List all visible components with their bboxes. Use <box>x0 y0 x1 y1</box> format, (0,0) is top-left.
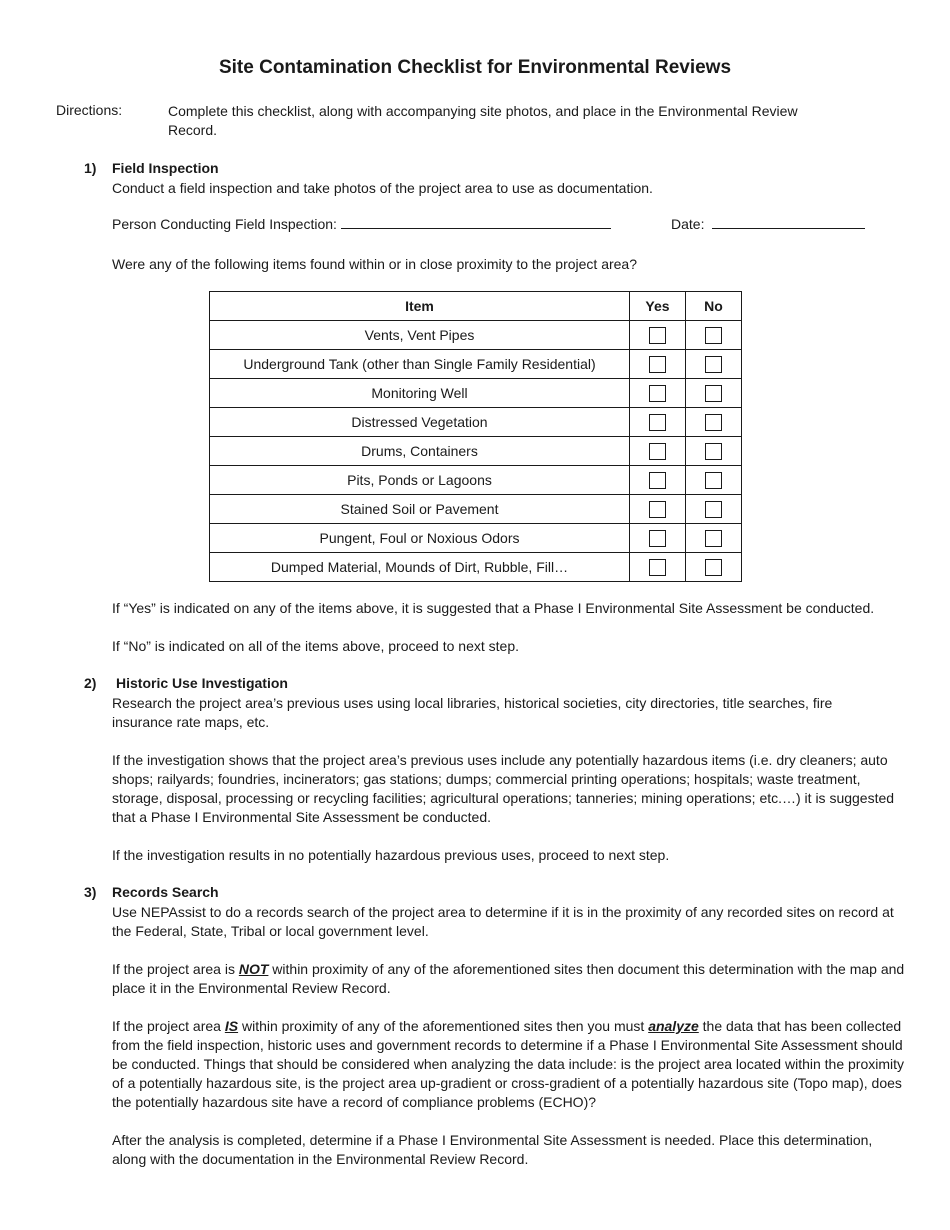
checkbox-no[interactable] <box>705 501 722 518</box>
checklist-yes-cell <box>630 437 686 466</box>
checklist-no-cell <box>686 321 742 350</box>
checklist-row <box>210 553 742 582</box>
checklist-item-label: Distressed Vegetation <box>210 408 630 437</box>
date-label: Date: <box>671 216 705 232</box>
section-2-para-1: Research the project area’s previous uses using local libraries, historical societies, city directories, title searches, fire insurance rate maps, etc. <box>112 695 833 730</box>
checklist-item-label: Dumped Material, Mounds of Dirt, Rubble, Fill… <box>210 553 630 582</box>
analyze-emphasis: analyze <box>648 1018 699 1034</box>
checklist-item-label: Stained Soil or Pavement <box>210 495 630 524</box>
checkbox-no[interactable] <box>705 414 722 431</box>
checkbox-yes[interactable] <box>649 472 666 489</box>
checklist-no-cell <box>686 553 742 582</box>
if-no-text: If “No” is indicated on all of the items above, proceed to next step. <box>112 638 519 654</box>
checkbox-no[interactable] <box>705 385 722 402</box>
checklist-row <box>210 379 742 408</box>
checkbox-yes[interactable] <box>649 443 666 460</box>
section-3-title: Records Search <box>112 884 219 900</box>
section-2-para-2: If the investigation shows that the project area’s previous uses include any potentially hazardous items (i.e. dry cleaners; auto shops; railyards; foundries, incinerators; gas stations; dumps; commercial printing operations; hospitals; waste treatment, storage, disposal, processing or recycling facilities; agricultural operations; tanneries; mining operations; etc.…) it is suggested that a Phase I Environmental Site Assessment be conducted. <box>112 752 895 825</box>
page-title: Site Contamination Checklist for Environmental Reviews <box>218 57 732 78</box>
checklist-no-cell <box>686 408 742 437</box>
section-1-title: Field Inspection <box>112 160 219 176</box>
checklist-item-label: Drums, Containers <box>210 437 630 466</box>
checkbox-yes[interactable] <box>649 414 666 431</box>
section-1-intro: Conduct a field inspection and take photos of the project area to use as documentation. <box>112 180 653 196</box>
checkbox-yes[interactable] <box>649 530 666 547</box>
checklist-row <box>210 408 742 437</box>
checklist-row <box>210 524 742 553</box>
section-3-para-2: If the project area is NOT within proximity of any of the aforementioned sites then document this determination with the map and place it in the Environmental Review Record. <box>112 961 905 996</box>
section-1-question: Were any of the following items found within or in close proximity to the project area? <box>112 256 637 272</box>
date-field[interactable] <box>671 216 865 232</box>
checklist-no-cell <box>686 379 742 408</box>
checklist-row <box>210 495 742 524</box>
checklist-no-cell <box>686 524 742 553</box>
checklist-yes-cell <box>630 495 686 524</box>
checkbox-no[interactable] <box>705 472 722 489</box>
date-blank-line[interactable] <box>712 216 865 229</box>
inspector-field[interactable] <box>112 216 611 232</box>
not-emphasis: NOT <box>238 961 269 977</box>
checklist-row <box>210 466 742 495</box>
section-3-para-4: After the analysis is completed, determine if a Phase I Environmental Site Assessment is needed. Place this determination, along with the documentation in the Environmental Review Record. <box>112 1132 873 1167</box>
header-no: No <box>686 292 742 321</box>
checklist-item-label: Vents, Vent Pipes <box>210 321 630 350</box>
checkbox-yes[interactable] <box>649 559 666 576</box>
header-item: Item <box>210 292 630 321</box>
section-1-number: 1) <box>84 160 97 176</box>
checklist-row <box>210 321 742 350</box>
checkbox-no[interactable] <box>705 327 722 344</box>
checklist-item-label: Pungent, Foul or Noxious Odors <box>210 524 630 553</box>
checklist-item-label: Pits, Ponds or Lagoons <box>210 466 630 495</box>
checklist-yes-cell <box>630 408 686 437</box>
checklist-no-cell <box>686 437 742 466</box>
checkbox-no[interactable] <box>705 356 722 373</box>
section-2-number: 2) <box>84 675 97 691</box>
checkbox-no[interactable] <box>705 443 722 460</box>
inspector-label: Person Conducting Field Inspection: <box>112 216 337 232</box>
checklist-table <box>209 291 742 582</box>
is-emphasis: IS <box>224 1018 239 1034</box>
checklist-yes-cell <box>630 553 686 582</box>
inspector-blank-line[interactable] <box>341 216 611 229</box>
section-3-para-1: Use NEPAssist to do a records search of the project area to determine if it is in the proximity of any recorded sites on record at the Federal, State, Tribal or local government level. <box>112 904 894 939</box>
section-3-number: 3) <box>84 884 97 900</box>
section-2-title: Historic Use Investigation <box>116 675 288 691</box>
header-yes: Yes <box>630 292 686 321</box>
checklist-no-cell <box>686 466 742 495</box>
checklist-item-label: Monitoring Well <box>210 379 630 408</box>
directions-label: Directions: <box>56 102 123 118</box>
checklist-no-cell <box>686 495 742 524</box>
checklist-yes-cell <box>630 379 686 408</box>
checkbox-yes[interactable] <box>649 501 666 518</box>
checklist-item-label: Underground Tank (other than Single Family Residential) <box>210 350 630 379</box>
checklist-row <box>210 350 742 379</box>
checkbox-yes[interactable] <box>649 327 666 344</box>
section-2-para-3: If the investigation results in no potentially hazardous previous uses, proceed to next step. <box>112 847 670 863</box>
checklist-no-cell <box>686 350 742 379</box>
checklist-header-row <box>210 292 742 321</box>
section-3-para-3: If the project area IS within proximity of any of the aforementioned sites then you must analyze the data that has been collected from the field inspection, historic uses and government records to determine if a Phase I Environmental Site Assessment should be conducted. Things that should be considered when analyzing the data include: is the project area located within the proximity of a potentially hazardous site, is the project area up-gradient or cross-gradient of a potentially hazardous site (Topo map), does the potentially hazardous site have a record of compliance problems (ECHO)? <box>112 1018 905 1110</box>
directions-text: Complete this checklist, along with accompanying site photos, and place in the Environmental Review Record. <box>168 103 798 138</box>
checklist-yes-cell <box>630 321 686 350</box>
if-yes-text: If “Yes” is indicated on any of the items above, it is suggested that a Phase I Environmental Site Assessment be conducted. <box>112 600 875 616</box>
checkbox-yes[interactable] <box>649 356 666 373</box>
checklist-yes-cell <box>630 524 686 553</box>
checkbox-yes[interactable] <box>649 385 666 402</box>
checklist-yes-cell <box>630 350 686 379</box>
checklist-yes-cell <box>630 466 686 495</box>
checklist-row <box>210 437 742 466</box>
checkbox-no[interactable] <box>705 530 722 547</box>
checkbox-no[interactable] <box>705 559 722 576</box>
